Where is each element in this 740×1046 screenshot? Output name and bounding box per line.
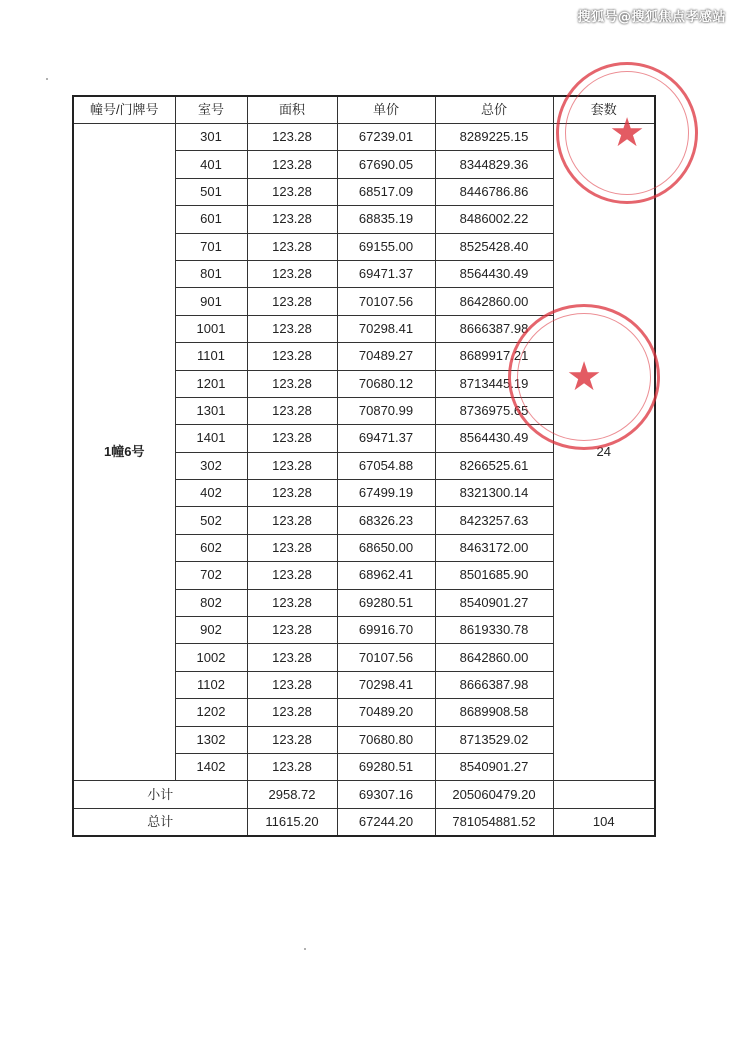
cell-total-price: 8642860.00 (435, 288, 553, 315)
watermark-text: 搜狐号@搜狐焦点孝感站 (577, 10, 726, 25)
scan-speck (46, 78, 48, 80)
cell-unit-price: 70298.41 (337, 671, 435, 698)
cell-total-price: 8642860.00 (435, 644, 553, 671)
cell-unit-price: 70489.27 (337, 343, 435, 370)
cell-unit-price: 70107.56 (337, 288, 435, 315)
cell-area: 123.28 (247, 178, 337, 205)
cell-area: 123.28 (247, 589, 337, 616)
cell-area: 123.28 (247, 507, 337, 534)
cell-total-price: 8689917.21 (435, 343, 553, 370)
cell-total-price: 8446786.86 (435, 178, 553, 205)
cell-unit-price: 67054.88 (337, 452, 435, 479)
cell-area: 123.28 (247, 343, 337, 370)
cell-room: 1001 (175, 315, 247, 342)
cell-total-price: 8486002.22 (435, 206, 553, 233)
cell-room: 1202 (175, 699, 247, 726)
cell-total-price: 8619330.78 (435, 617, 553, 644)
cell-room: 601 (175, 206, 247, 233)
cell-total-price: 8525428.40 (435, 233, 553, 260)
table-row (73, 124, 655, 151)
cell-unit-price: 67239.01 (337, 124, 435, 151)
cell-area: 123.28 (247, 315, 337, 342)
cell-unit-price: 69155.00 (337, 233, 435, 260)
subtotal-row (73, 781, 655, 808)
cell-total-price: 8713529.02 (435, 726, 553, 753)
cell-unit-price: 68326.23 (337, 507, 435, 534)
cell-unit-price: 69916.70 (337, 617, 435, 644)
header-total-price: 总价 (435, 96, 553, 124)
cell-unit-price: 69280.51 (337, 753, 435, 780)
cell-total-price: 8666387.98 (435, 315, 553, 342)
cell-room: 502 (175, 507, 247, 534)
cell-unit-price: 69471.37 (337, 260, 435, 287)
cell-area: 123.28 (247, 288, 337, 315)
cell-area: 123.28 (247, 562, 337, 589)
cell-total-price: 8344829.36 (435, 151, 553, 178)
cell-total-price: 8463172.00 (435, 534, 553, 561)
cell-total-price: 8540901.27 (435, 753, 553, 780)
cell-room: 401 (175, 151, 247, 178)
cell-room: 1301 (175, 397, 247, 424)
header-room: 室号 (175, 96, 247, 124)
cell-total-price: 8564430.49 (435, 260, 553, 287)
cell-area: 123.28 (247, 699, 337, 726)
cell-room: 1401 (175, 425, 247, 452)
cell-area: 123.28 (247, 644, 337, 671)
table-body (73, 124, 655, 781)
table-header-row (73, 96, 655, 124)
cell-area: 123.28 (247, 397, 337, 424)
cell-room: 801 (175, 260, 247, 287)
cell-room: 1101 (175, 343, 247, 370)
cell-area: 123.28 (247, 753, 337, 780)
cell-total-price: 8289225.15 (435, 124, 553, 151)
cell-unit-price: 70870.99 (337, 397, 435, 424)
cell-area: 123.28 (247, 151, 337, 178)
subtotal-total-price: 205060479.20 (435, 781, 553, 808)
total-row (73, 808, 655, 836)
header-unit-price: 单价 (337, 96, 435, 124)
cell-unit-price: 70680.12 (337, 370, 435, 397)
cell-room: 302 (175, 452, 247, 479)
cell-room: 1201 (175, 370, 247, 397)
cell-room: 1302 (175, 726, 247, 753)
cell-total-price: 8713445.19 (435, 370, 553, 397)
subtotal-area: 2958.72 (247, 781, 337, 808)
total-total-price: 781054881.52 (435, 808, 553, 836)
cell-room: 802 (175, 589, 247, 616)
cell-unit-price: 70107.56 (337, 644, 435, 671)
cell-room: 1102 (175, 671, 247, 698)
cell-unit-price: 70298.41 (337, 315, 435, 342)
cell-area: 123.28 (247, 206, 337, 233)
star-icon: ★ (609, 110, 645, 156)
cell-room: 901 (175, 288, 247, 315)
cell-unit-price: 67499.19 (337, 480, 435, 507)
cell-room: 701 (175, 233, 247, 260)
cell-total-price: 8540901.27 (435, 589, 553, 616)
cell-room: 402 (175, 480, 247, 507)
cell-room: 1402 (175, 753, 247, 780)
subtotal-unit-price: 69307.16 (337, 781, 435, 808)
cell-area: 123.28 (247, 124, 337, 151)
cell-area: 123.28 (247, 534, 337, 561)
cell-total-price: 8666387.98 (435, 671, 553, 698)
cell-unit-price: 67690.05 (337, 151, 435, 178)
cell-room: 702 (175, 562, 247, 589)
total-unit-price: 67244.20 (337, 808, 435, 836)
cell-unit-price: 68835.19 (337, 206, 435, 233)
cell-area: 123.28 (247, 233, 337, 260)
cell-room: 902 (175, 617, 247, 644)
cell-room: 602 (175, 534, 247, 561)
cell-total-price: 8689908.58 (435, 699, 553, 726)
cell-total-price: 8564430.49 (435, 425, 553, 452)
scan-speck (304, 948, 306, 950)
cell-unit-price: 69280.51 (337, 589, 435, 616)
cell-unit-price: 68650.00 (337, 534, 435, 561)
header-building: 幢号/门牌号 (73, 96, 175, 124)
total-area: 11615.20 (247, 808, 337, 836)
cell-total-price: 8501685.90 (435, 562, 553, 589)
cell-unit-price: 68517.09 (337, 178, 435, 205)
subtotal-label: 小计 (73, 781, 247, 808)
price-table (72, 95, 656, 837)
cell-area: 123.28 (247, 260, 337, 287)
cell-area: 123.28 (247, 452, 337, 479)
header-count: 套数 (553, 96, 655, 124)
cell-total-price: 8321300.14 (435, 480, 553, 507)
total-count: 104 (553, 808, 655, 836)
cell-total-price: 8423257.63 (435, 507, 553, 534)
cell-unit-price: 69471.37 (337, 425, 435, 452)
cell-unit-price: 70680.80 (337, 726, 435, 753)
cell-area: 123.28 (247, 480, 337, 507)
cell-unit-price: 68962.41 (337, 562, 435, 589)
building-cell: 1幢6号 (73, 124, 175, 781)
cell-total-price: 8266525.61 (435, 452, 553, 479)
header-area: 面积 (247, 96, 337, 124)
cell-room: 1002 (175, 644, 247, 671)
cell-total-price: 8736975.65 (435, 397, 553, 424)
cell-unit-price: 70489.20 (337, 699, 435, 726)
cell-area: 123.28 (247, 726, 337, 753)
star-icon: ★ (566, 354, 602, 400)
cell-area: 123.28 (247, 617, 337, 644)
cell-area: 123.28 (247, 671, 337, 698)
cell-area: 123.28 (247, 425, 337, 452)
cell-room: 501 (175, 178, 247, 205)
units-count-cell: 24 (553, 124, 655, 781)
total-label: 总计 (73, 808, 247, 836)
cell-area: 123.28 (247, 370, 337, 397)
cell-room: 301 (175, 124, 247, 151)
